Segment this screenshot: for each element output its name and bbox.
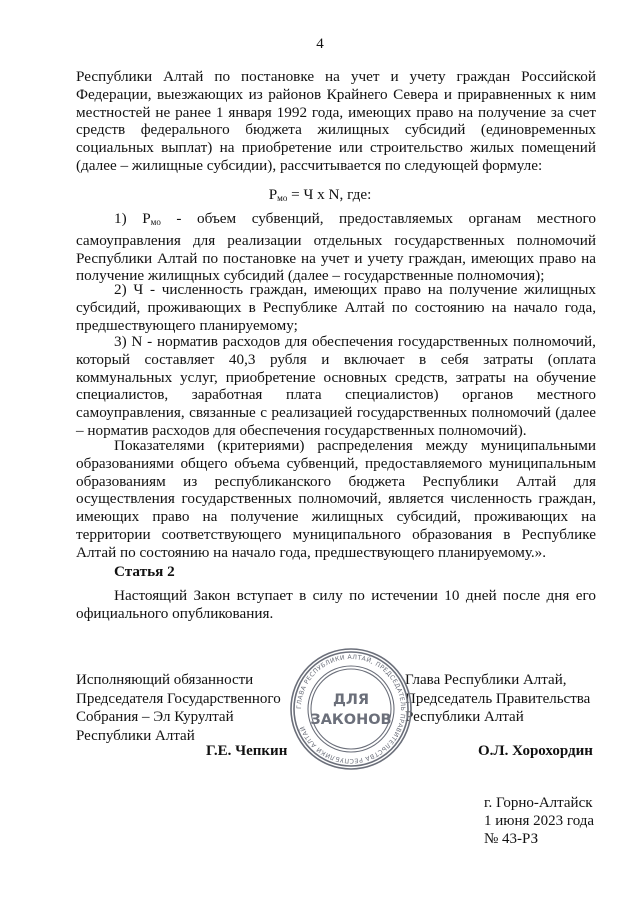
item-text: - численность граждан, имеющих право на получение жилищных субсидий, проживающих в Республике Алтай по состоянию на начало года, предшествующего планируемому; [76, 281, 596, 334]
signature-right-line: Глава Республики Алтай, [405, 672, 567, 688]
signature-left-line: Собрания – Эл Курултай [76, 709, 234, 725]
item-number: 2) Ч [114, 281, 144, 298]
footer-date: 1 июня 2023 года [484, 813, 595, 829]
footer-number: № 43-РЗ [484, 831, 539, 847]
svg-text:ГЛАВА РЕСПУБЛИКИ АЛТАЙ, ПРЕДСЕ: ГЛАВА РЕСПУБЛИКИ АЛТАЙ, ПРЕДСЕДАТЕЛЬ ПРАВИТЕЛЬСТВА РЕСПУБЛИКИ АЛТАЙ [295, 653, 407, 765]
svg-text:ДЛЯ: ДЛЯ [332, 692, 370, 708]
signature-right-block [405, 671, 605, 727]
signature-left-line: Республики Алтай [76, 727, 195, 744]
signature-left-line: Исполняющий обязанности [76, 672, 254, 688]
item-number: 1) Р [114, 210, 151, 227]
formula-lhs: Р [268, 186, 278, 203]
page-number: 4 [316, 36, 324, 52]
signature-right-name: О.Л. Хорохордин [478, 743, 593, 759]
article-heading: Статья 2 [114, 563, 175, 580]
formula [0, 186, 640, 204]
signature-right-line: Республики Алтай [405, 709, 524, 725]
svg-text:ЗАКОНОВ: ЗАКОНОВ [310, 712, 392, 728]
footer-city: г. Горно-Алтайск [484, 795, 593, 811]
intro-paragraph: Республики Алтай по постановке на учет и учету граждан Российской Федерации, выезжающих из районов Крайнего Севера и приравненных к ним местностей не ранее 1 января 1992 года, имеющих право на получение за счет средств федерального бюджета жилищных субсидий (единовременных социальных выплат) на приобретение или строительство жилых помещений (далее – жилищные субсидии), рассчитывается по следующей формуле: [76, 68, 596, 174]
official-stamp-seal [288, 646, 414, 772]
formula-rhs: = Ч x N, где: [287, 186, 372, 203]
item-text: - объем субвенций, предоставляемых органам местного самоуправления для реализации отдельных государственных полномочий Республики Алтай по постановке на учет и учету граждан, имеющих право на получение жилищных субсидий (далее – государственные полномочия); [76, 210, 596, 285]
list-item [76, 281, 596, 334]
criteria-paragraph: Показателями (критериями) распределения между муниципальными образованиями общего объема субвенций, предоставляемого муниципальным образованиям из республиканского бюджета Республики Алтай для осуществления государственных полномочий, является численность граждан, имеющих право на получение жилищных субсидий, проживающих на территории соответствующего муниципального образования в Республике Алтай по состоянию на начало года, предшествующего планируемому.». [76, 437, 596, 561]
list-item [76, 210, 596, 285]
item-number: 3) N [114, 333, 143, 350]
signature-left-block [76, 671, 306, 745]
signature-right-line: Председатель Правительства [405, 690, 591, 707]
list-item [76, 333, 596, 440]
signature-left-line: Председателя Государственного [76, 690, 281, 707]
signature-left-name: Г.Е. Чепкин [206, 743, 288, 759]
article-text: Настоящий Закон вступает в силу по истечении 10 дней после дня его официального опубликования. [76, 587, 596, 622]
item-text: - норматив расходов для обеспечения государственных полномочий, который составляет 40,3 рубля и включает в себя затраты (оплата коммунальных услуг, приобретение основных средств, затраты на обучение специалистов, заработная плата специалистов) органов местного самоуправления, связанные с реализацией государственных полномочий (далее – норматив расходов для обеспечения государственных полномочий). [76, 333, 596, 439]
formula-lhs-subscript: мо [277, 193, 288, 203]
item-subscript: мо [150, 217, 161, 227]
